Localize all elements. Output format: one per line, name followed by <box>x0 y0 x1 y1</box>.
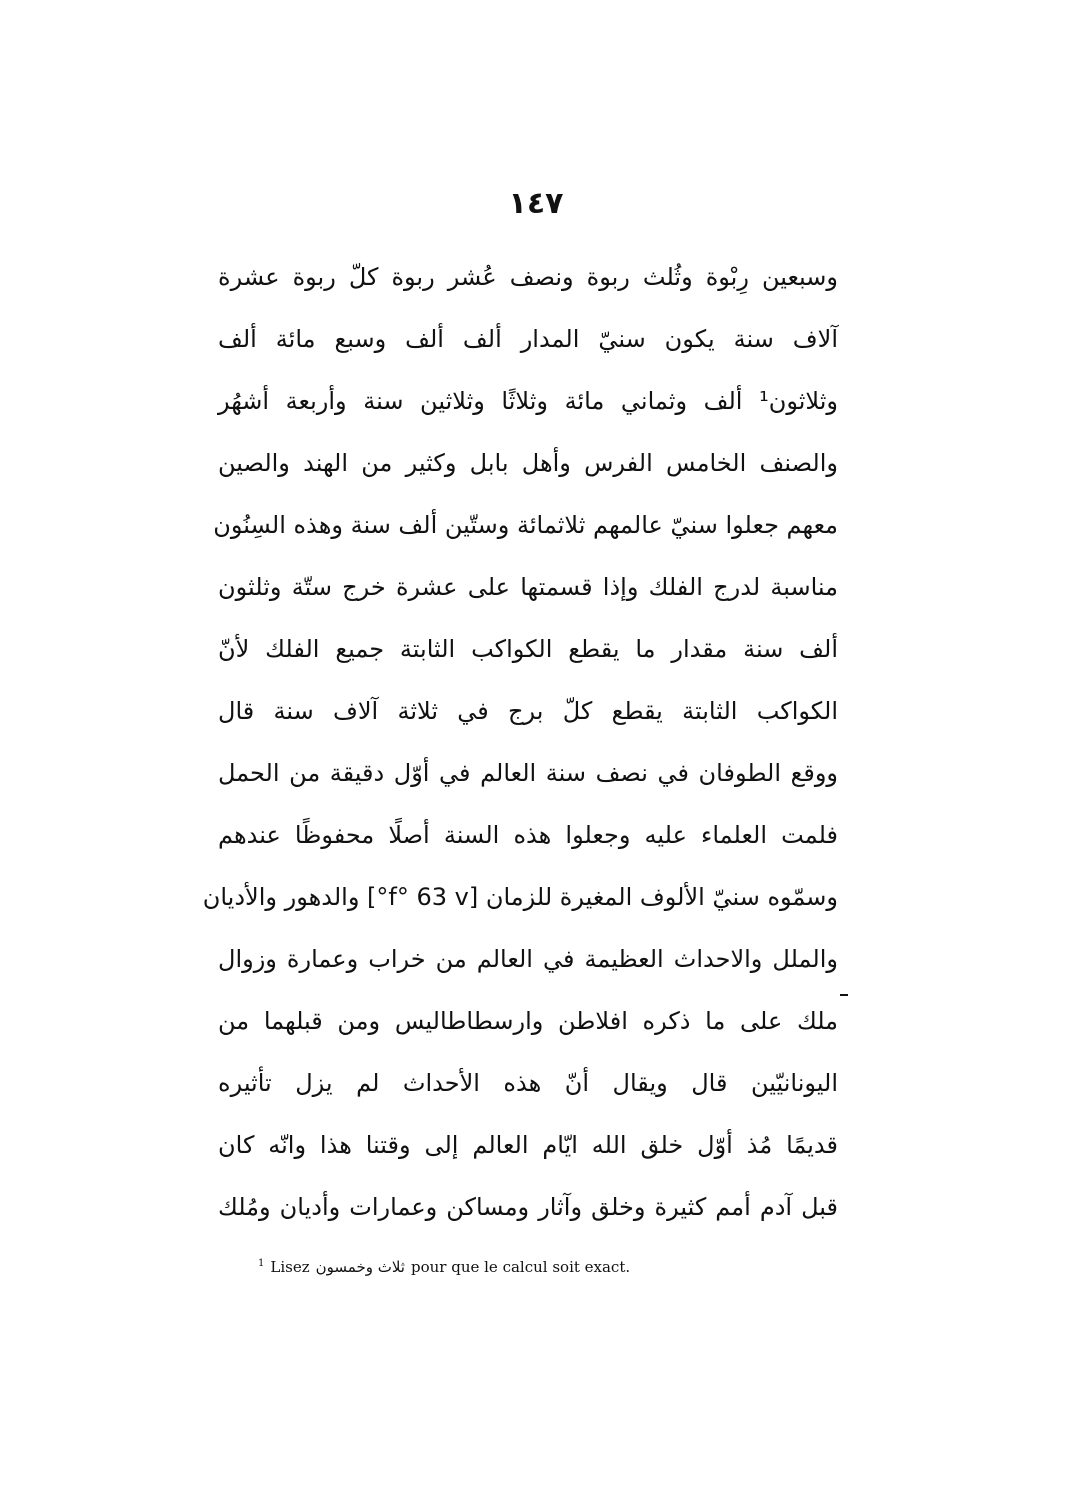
text-line: مناسبة لدرج الفلك وإذا قسمتها على عشرة خرج ستّة وثلثون <box>218 573 838 601</box>
page-number: ١٤٧ <box>508 186 564 221</box>
text-line: والصنف الخامس الفرس وأهل بابل وكثير من الهند والصين <box>218 449 838 477</box>
text-line: ووقع الطوفان في نصف سنة العالم في أوّل دقيقة من الحمل <box>218 759 838 787</box>
text-line: ألف سنة مقدار ما يقطع الكواكب الثابتة جميع الفلك لأنّ <box>218 635 838 663</box>
footnote-mark: 1 <box>258 1258 265 1269</box>
text-line: آلاف سنة يكون سنيّ المدار ألف ألف وسبع مائة ألف <box>218 325 838 353</box>
text-line: وسمّوه سنيّ الألوف المغيرة للزمان [f° 63 v°] والدهور والأديان <box>202 883 838 911</box>
text-line: اليونانيّين قال ويقال أنّ هذه الأحداث لم يزل تأثيره <box>218 1069 838 1097</box>
text-line: قبل آدم أمم كثيرة وخلق وآثار ومساكن وعمارات وأديان ومُلك <box>218 1193 838 1221</box>
text-line: وسبعين رِبْوة وثُلث ربوة ونصف عُشر ربوة كلّ ربوة عشرة <box>218 263 838 291</box>
text-line: قديمًا مُذ أوّل خلق الله ايّام العالم إلى وقتنا هذا وانّه كان <box>218 1131 838 1159</box>
text-line: وثلاثون¹ ألف وثماني مائة وثلاثًا وثلاثين سنة وأربعة أشهُر <box>218 387 838 415</box>
text-line: الكواكب الثابتة يقطع كلّ برج في ثلاثة آلاف سنة قال <box>218 697 838 725</box>
margin-mark <box>840 994 848 996</box>
footnote-prefix: Lisez <box>270 1258 310 1276</box>
footnote-arabic: ثلاث وخمسون <box>315 1258 405 1276</box>
arabic-text-block <box>202 246 838 1238</box>
text-line: ملك على ما ذكره افلاطن وارسطاطاليس ومن قبلهما من <box>218 1007 838 1035</box>
text-line: والملل والاحداث العظيمة في العالم من خراب وعمارة وزوال <box>218 945 838 973</box>
text-line: فلمت العلماء عليه وجعلوا هذه السنة أصلًا محفوظًا عندهم <box>218 821 838 849</box>
footnote-suffix: pour que le calcul soit exact. <box>410 1258 631 1276</box>
text-line: معهم جعلوا سنيّ عالمهم ثلاثمائة وستّين ألف سنة وهذه السِنُون <box>213 511 838 539</box>
footnote <box>258 1258 738 1276</box>
